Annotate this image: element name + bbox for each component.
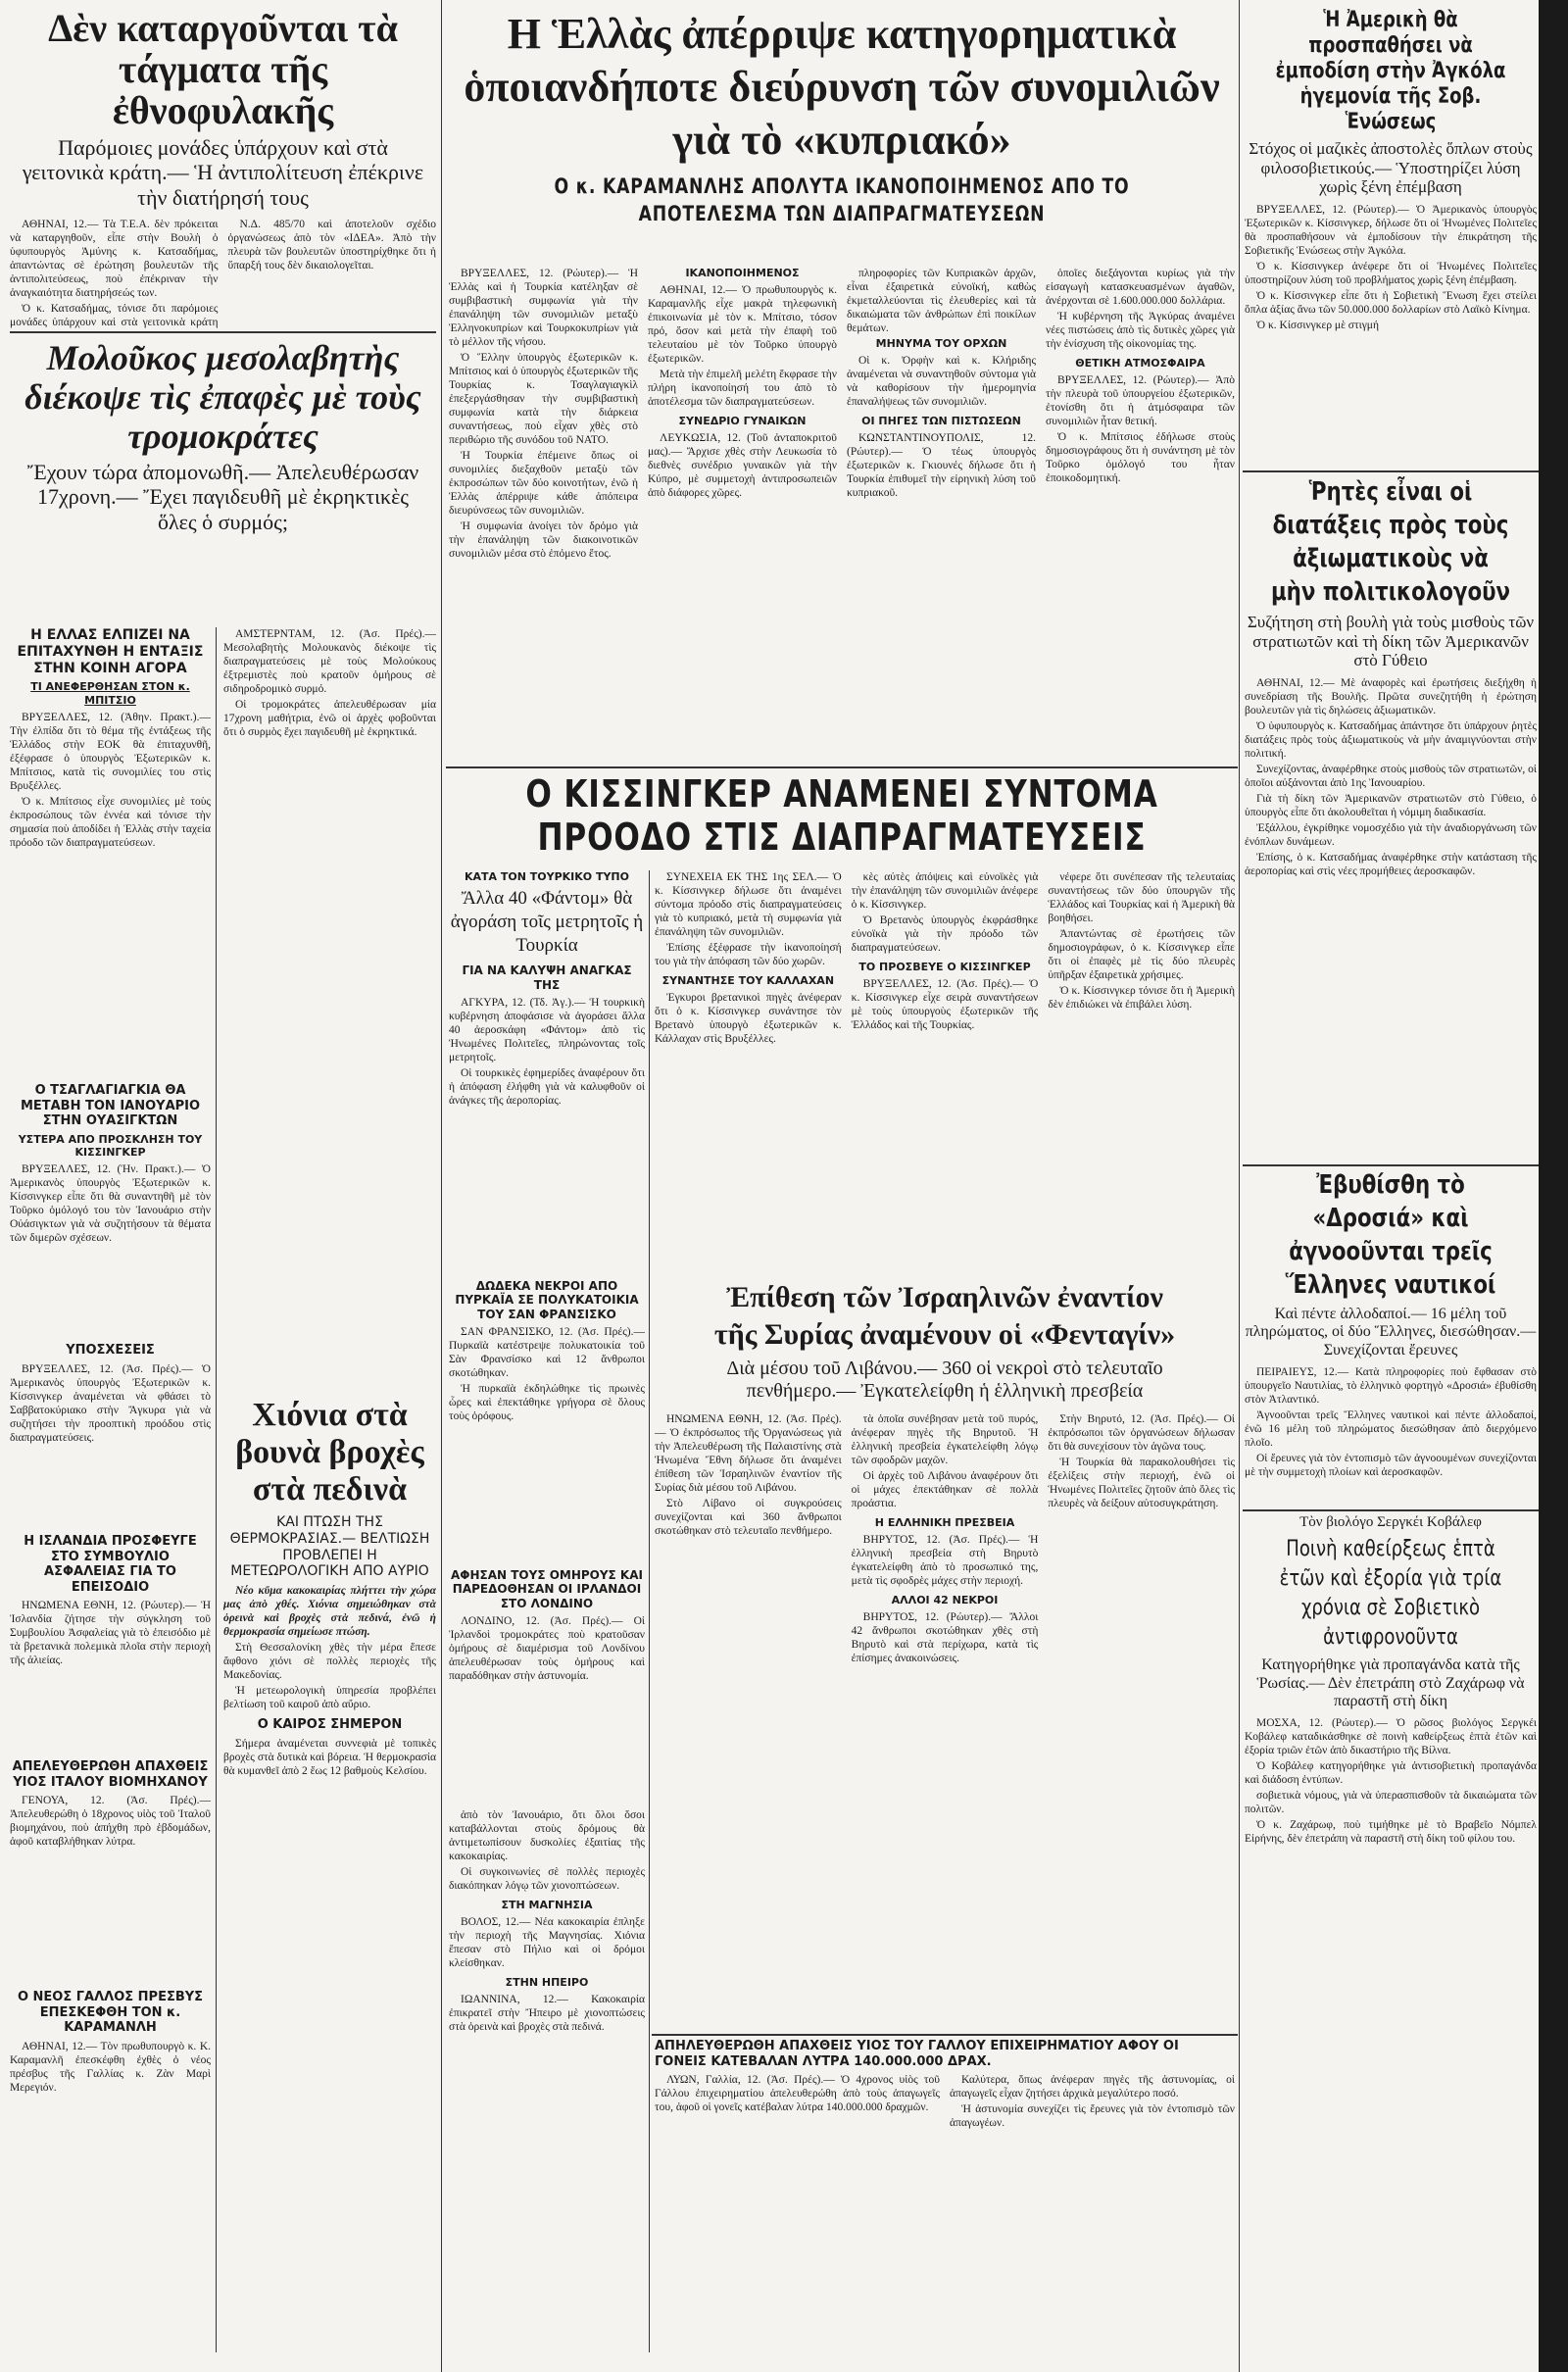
paragraph: Ἡ κυβέρνηση τῆς Ἀγκύρας ἀναμένει νέες πιστώσεις ἀπὸ τὶς δυτικὲς χῶρες γιὰ τὴν ἐνίσχυση τῆς οἰκονομίας της.: [1046, 311, 1235, 350]
paragraph: τὰ ὁποῖα συνέβησαν μετὰ τοῦ πυρός, ἀνέφεραν πηγὲς τῆς Βηρυτοῦ. Ἡ ἑλληνικὴ πρεσβεία ἐγκατελείφθη λόγῳ τῶν σφοδρῶν μαχῶν.: [851, 1413, 1039, 1466]
paragraph: Ὁ κ. Μπίτσιος εἶχε συνομιλίες μὲ τοὺς ἐκπροσώπους τῶν ἐννέα καὶ τόνισε τὴν σημασία ποὺ ἀποδίδει ἡ Ἑλλὰς στὴν ταχεία πρόοδο τῶν διαπραγματεύσεων.: [10, 795, 211, 849]
paragraph: Ὁ κ. Κίσσινγκερ μὲ στιγμή: [1256, 319, 1379, 331]
kicker: ΚΑΤΑ ΤΟΝ ΤΟΥΡΚΙΚΟ ΤΥΠΟ: [464, 870, 629, 883]
kissinger-body: [655, 870, 1235, 1274]
paragraph: Ὁ κ. Μπίτσιος ἐδήλωσε στοὺς δημοσιογράφους ὅτι ἡ συνάντηση μὲ τὸν Τοῦρκο ὁμόλογό του ἦταν ἐποικοδομητική.: [1046, 431, 1235, 485]
paragraph: Ὁ κ. Κίσσινγκερ τόνισε ὅτι ἡ Ἀμερικὴ δὲν ἐπιδιώκει νὰ ἐπιβάλει λύση.: [1048, 985, 1235, 1011]
paragraph: ΚΩΝΣΤΑΝΤΙΝΟΥΠΟΛΙΣ, 12. (Ρώυτερ).— Ὁ τέως ὑπουργὸς ἐξωτερικῶν κ. Γκιουνές δήλωσε ὅτι ἡ Τουρκία ἐπιθυμεῖ τὴν εἰρηνικὴ λύση τοῦ κυπριακοῦ.: [847, 432, 1036, 500]
amerikh-article: [1245, 8, 1537, 469]
xionia-continued: [449, 1808, 645, 2352]
paragraph: Ἡ Τουρκία ἐπέμεινε ὅπως οἱ συνομιλίες διεξαχθοῦν μεταξὺ τῶν ἐκπροσώπων τῶν δύο κοινοτήτων, ἐνῶ ἡ Ἑλλὰς ἀπέρριψε κάθε ἀπόπειρα διευρύνσεως τῶν συνομιλιῶν.: [449, 450, 638, 517]
paragraph: Ἡ ἀστυνομία συνεχίζει τὶς ἔρευνες γιὰ τὸν ἐντοπισμὸ τῶν ἀπαγωγέων.: [950, 2103, 1235, 2130]
column-divider: [216, 627, 217, 2352]
paragraph: ΓΕΝΟΥΑ, 12. (Ἀσ. Πρές).— Ἀπελευθερώθη ὁ 18χρονος υἱὸς τοῦ Ἰταλοῦ βιομηχάνου, ποὺ ἀπήχθη πρὸ ἑβδομάδων, ἀφοῦ καταβλήθηκαν λύτρα.: [10, 1795, 211, 1849]
paragraph: ΛΟΝΔΙΝΟ, 12. (Ἀσ. Πρές).— Οἱ Ἰρλανδοὶ τρομοκράτες ποὺ κρατοῦσαν ὁμήρους σὲ διαμέρισμα τοῦ Λονδίνου ἀπελευθέρωσαν τοὺς ὁμήρους καὶ παραδόθηκαν στὴν ἀστυνομία.: [449, 1615, 645, 1683]
dodeka-article: [449, 1279, 645, 1563]
headline: Ἐπίθεση τῶν Ἰσραηλινῶν ἐναντίον τῆς Συρίας ἀναμένουν οἱ «Φενταγίν»: [713, 1281, 1176, 1351]
paragraph: Ὁ κ. Κίσσινγκερ ἀνέφερε ὅτι οἱ Ἡνωμένες Πολιτεῖες ὑποστηρίζουν λύση τοῦ προβλήματος χωρὶς ξένη ἐπέμβαση.: [1245, 260, 1537, 286]
paragraph: ΒΡΥΞΕΛΛΕΣ, 12. (Ἀσ. Πρές).— Ὁ κ. Κίσσινγκερ εἶχε σειρὰ συναντήσεων μὲ τοὺς ὑπουργοὺς ἐξωτερικῶν τῆς Ἑλλάδος καὶ τῆς Τουρκίας.: [851, 978, 1039, 1032]
subheadline: Στόχος οἱ μαζικὲς ἀποστολὲς ὅπλων στοὺς φιλοσοβιετικούς.— Ὑποστηρίζει λύση χωρὶς ξένη ἐπέμβαση: [1249, 139, 1533, 197]
headline: Η ΙΣΛΑΝΔΙΑ ΠΡΟΣΦΕΥΓΕ ΣΤΟ ΣΥΜΒΟΥΛΙΟ ΑΣΦΑΛΕΙΑΣ ΓΙΑ ΤΟ ΕΠΕΙΣΟΔΙΟ: [24, 1534, 197, 1595]
kicker: ΟΙ ΠΗΓΕΣ ΤΩΝ ΠΙΣΤΩΣΕΩΝ: [861, 415, 1021, 428]
paragraph: Ὁ κ. Κατσαδήμας, τόνισε ὅτι παρόμοιες μονάδες ὑπάρχουν καὶ στὰ γειτονικὰ κράτη: [10, 302, 219, 328]
subheadline: Καὶ πέντε ἀλλοδαποί.— 16 μέλη τοῦ πληρώματος, οἱ δύο Ἕλληνες, διεσώθησαν.— Συνεχίζονται ἔρευνες: [1245, 1306, 1537, 1359]
paragraph: Οἱ ἀρχὲς τοῦ Λιβάνου ἀναφέρουν ὅτι οἱ μάχες ἐπεκτάθηκαν σὲ πολλὰ προάστια.: [851, 1470, 1039, 1509]
kicker: ΓΙΑ ΝΑ ΚΑΛΥΨΗ ΑΝΑΓΚΑΣ ΤΗΣ: [462, 964, 632, 992]
paragraph: Ἐξάλλου, ἐγκρίθηκε νομοσχέδιο γιὰ τὴν ἀναδιοργάνωση τῶν ἐνόπλων δυνάμεων.: [1245, 821, 1537, 848]
page-edge: [1539, 0, 1568, 2372]
tsagladiagkia-article: [10, 1083, 211, 1338]
kovalef-article: [1245, 1514, 1537, 2352]
paragraph: Καλύτερα, ὅπως ἀνέφεραν πηγὲς τῆς ἀστυνομίας, οἱ ἀπαγωγεῖς εἶχαν ζητήσει ἀρχικὰ μεγαλύτερο ποσό.: [950, 2074, 1235, 2100]
apagogeas-article: [655, 2039, 1235, 2352]
kicker: ΘΕΤΙΚΗ ΑΤΜΟΣΦΑΙΡΑ: [1075, 357, 1205, 370]
paragraph: ΒΡΥΞΕΛΛΕΣ, 12. (Ρώυτερ).— Ἡ Ἑλλὰς καὶ ἡ Τουρκία κατέληξαν σὲ συμβιβαστικὴ συμφωνία γιὰ τὴν ἐπανάληψη τῶν συνομιλιῶν μεταξὺ Ἑλληνοκυπρίων καὶ Τουρκοκυπρίων γιὰ τὸ μέλλον τῆς νήσου.: [449, 268, 638, 348]
paragraph: Στὴ Θεσσαλονίκη χθὲς τὴν μέρα ἔπεσε ἄφθονο χιόνι σὲ πολλὲς περιοχὲς τῆς Μακεδονίας.: [223, 1642, 436, 1682]
paragraph: νέφερε ὅτι συνέπεσαν τῆς τελευταίας συναντήσεως τῶν δύο ὑπουργῶν τῆς Ἑλλάδος καὶ Τουρκίας καὶ ἡ Ἀμερικὴ θὰ βοηθήσει.: [1048, 871, 1235, 924]
epithesi-article: [655, 1279, 1235, 2034]
column-divider: [1239, 0, 1240, 2372]
subheadline: ΚΑΙ ΠΤΩΣΗ ΤΗΣ ΘΕΡΜΟΚΡΑΣΙΑΣ.— ΒΕΛΤΙΩΣΗ ΠΡΟΒΛΕΠΕΙ Η ΜΕΤΕΩΡΟΛΟΓΙΚΗ ΑΠΟ ΑΥΡΙΟ: [229, 1514, 430, 1580]
headline: Ο ΚΙΣΣΙΝΓΚΕΡ ΑΝΑΜΕΝΕΙ ΣΥΝΤΟΜΑ ΠΡΟΟΔΟ ΣΤΙΣ ΔΙΑΠΡΑΓΜΑΤΕΥΣΕΙΣ: [525, 772, 1158, 859]
divider: [1243, 470, 1539, 472]
column-divider: [649, 870, 650, 2352]
paragraph: Στὸ Λίβανο οἱ συγκρούσεις συνεχίζονται καὶ 360 ἄνθρωποι σκοτώθηκαν στὸ τελευταῖο πενθήμερο.: [655, 1498, 842, 1537]
paragraph: ΗΝΩΜΕΝΑ ΕΘΝΗ, 12. (Ἀσ. Πρές).— Ὁ ἐκπρόσωπος τῆς Ὀργανώσεως γιὰ τὴν Ἀπελευθέρωση τῆς Παλαιστίνης στὰ Ἡνωμένα Ἔθνη δήλωσε ὅτι ἀναμένει ἐπίθεση τῶν Ἰσραηλινῶν ἐναντίον τῆς Συρίας διὰ μέσου τοῦ Λιβάνου.: [655, 1413, 842, 1494]
paragraph: ΒΡΥΞΕΛΛΕΣ, 12. (Ἡν. Πρακτ.).— Ὁ Ἀμερικανὸς ὑπουργὸς Ἐξωτερικῶν κ. Κίσσινγκερ εἶπε ὅτι θὰ συναντηθῆ μὲ τὸν Τοῦρκο ὁμόλογό του τὸν Ἰανουάριο στὴν Οὐάσιγκτων γιὰ νὰ συζητήσουν τὰ θέματα τῶν διμερῶν σχέσεων.: [10, 1163, 211, 1245]
headline: Ἡ Ἀμερικὴ θὰ προσπαθήσει νὰ ἐμποδίση στὴν Ἀγκόλα ἡγεμονία τῆς Σοβ. Ἑνώσεως: [1275, 8, 1506, 134]
paragraph: ΒΡΥΞΕΛΛΕΣ, 12. (Ρώυτερ).— Ὁ Ἀμερικανὸς ὑπουργὸς Ἐξωτερικῶν κ. Κίσσινγκερ, δήλωσε ὅτι οἱ Ἡνωμένες Πολιτεῖες θὰ προσπαθήσουν νὰ ἐμποδίσουν τὴν ἐπικράτηση τῆς Σοβιετικῆς Ἑνώσεως στὴν Ἀγκόλα.: [1245, 203, 1537, 257]
fantom-article: [449, 870, 645, 1274]
paragraph: ΒΗΡΥΤΟΣ, 12. (Ρώυτερ).— Ἄλλοι 42 ἄνθρωποι σκοτώθηκαν χθὲς στὴ Βηρυτὸ καὶ στὰ περίχωρα, κατὰ τὶς ἐπίσημες ἀνακοινώσεις.: [851, 1611, 1039, 1665]
headline: ΑΦΗΣΑΝ ΤΟΥΣ ΟΜΗΡΟΥΣ ΚΑΙ ΠΑΡΕΔΟΘΗΣΑΝ ΟΙ ΙΡΛΑΝΔΟΙ ΣΤΟ ΛΟΝΔΙΝΟ: [451, 1568, 643, 1610]
headline: Ο ΝΕΟΣ ΓΑΛΛΟΣ ΠΡΕΣΒΥΣ ΕΠΕΣΚΕΦΘΗ ΤΟΝ κ. ΚΑΡΑΜΑΝΛΗ: [17, 1990, 204, 2036]
paragraph: ἀπὸ τὸν Ἰανουάριο, ὅτι ὅλοι ὅσοι καταβάλλονται στοὺς δρόμους θὰ ἀντιμετωπίσουν δυσκολίες ἐξαιτίας τῆς κακοκαιρίας.: [449, 1809, 645, 1862]
paragraph: ὁποῖες διεξάγονται κυρίως γιὰ τὴν εἰσαγωγὴ κατασκευασμένων ἀγαθῶν, ἀνέρχονται σὲ 1.600.000.000 δολλάρια.: [1046, 268, 1235, 307]
paragraph: Ἐπίσης ἐξέφρασε τὴν ἱκανοποίησή του γιὰ τὴν ἀπόφαση τῶν δύο χωρῶν.: [655, 942, 842, 967]
paragraph: ΗΝΩΜΕΝΑ ΕΘΝΗ, 12. (Ρώυτερ).— Ἡ Ἰσλανδία ζήτησε τὴν σύγκληση τοῦ Συμβουλίου Ἀσφαλείας γιὰ τὸ ἐπεισόδιο μὲ τὰ βρετανικὰ πολεμικὰ πλοῖα στὴν περιοχὴ τῆς ἁλιείας.: [10, 1600, 211, 1667]
paragraph: πληροφορίες τῶν Κυπριακῶν ἀρχῶν, εἶναι ἐξαιρετικὰ εὐνοϊκή, καθὼς ἐκμεταλλεύονται τὶς ἐλευθερίες καὶ τὰ δικαιώματα τῶν ἀνθρώπων ἐπὶ ποικίλων θεμάτων.: [847, 268, 1036, 334]
paragraph: Ὁ Κοβάλεφ κατηγορήθηκε γιὰ ἀντισοβιετικὴ προπαγάνδα καὶ διάδοση ἐντύπων.: [1245, 1760, 1537, 1787]
paragraph: Οἱ κ. Ὀρφὴν καὶ κ. Κλήριδης ἀναμένεται νὰ συναντηθοῦν σύντομα γιὰ νὰ καθορίσουν τὴν ἡμερομηνία ἐπαναλήψεως τῶν συνομιλιῶν.: [847, 355, 1036, 409]
paragraph: Ἡ πυρκαϊὰ ἐκδηλώθηκε τὶς πρωινὲς ὧρες καὶ ἐπεκτάθηκε γρήγορα σὲ ὅλους τοὺς ὀρόφους.: [449, 1383, 645, 1423]
paragraph: ΑΘΗΝΑΙ, 12.— Τὸν πρωθυπουργὸ κ. Κ. Καραμανλῆ ἐπεσκέφθη ἐχθὲς ὁ νέος πρέσβυς τῆς Γαλλίας κ. Ζὰν Μαρὶ Μερεγιόν.: [10, 2040, 211, 2094]
subheadline: Ἔχουν τώρα ἀπομονωθῆ.— Ἀπελευθέρωσαν 17χρονη.— Ἔχει παγιδευθῆ μὲ ἐκρηκτικὲς ὅλες ὁ συρμός;: [26, 460, 419, 534]
paragraph: Ἡ μετεωρολογικὴ ὑπηρεσία προβλέπει βελτίωση τοῦ καιροῦ ἀπὸ αὔριο.: [223, 1685, 436, 1711]
drosia-article: [1245, 1168, 1537, 1507]
paragraph: Στὴν Βηρυτό, 12. (Ἀσ. Πρές).— Οἱ ἐκπρόσωποι τῶν ὀργανώσεων δήλωσαν ὅτι θὰ συνεχίσουν τὸν ἀγῶνα τους.: [1048, 1413, 1235, 1453]
column-divider: [441, 0, 442, 2372]
paragraph: Ἡ Τουρκία θὰ παρακολουθήσει τὶς ἐξελίξεις στὴν περιοχή, ἐνῶ οἱ Ἡνωμένες Πολιτεῖες ζητοῦν ἀπὸ ὅλες τὶς πλευρὲς νὰ δείξουν αὐτοσυγκράτηση.: [1048, 1457, 1235, 1509]
paragraph: ΛΥΩΝ, Γαλλία, 12. (Ἀσ. Πρές).— Ὁ 4χρονος υἱὸς τοῦ Γάλλου ἐπιχειρηματίου ἀπελευθερώθη ἀπὸ τοὺς ἀπαγωγεῖς του, ἀφοῦ οἱ γονεῖς κατέβαλαν λύτρα 140.000.000 δραχμῶν.: [655, 2074, 940, 2114]
paragraph: Οἱ τουρκικὲς ἐφημερίδες ἀναφέρουν ὅτι ἡ ἀπόφαση ἐλήφθη γιὰ νὰ καλυφθοῦν οἱ ἀνάγκες τῆς ἀεροπορίας.: [449, 1066, 645, 1107]
lead: Νέο κῦμα κακοκαιρίας πλήττει τὴν χώρα μας ἀπὸ χθές. Χιόνια σημειώθηκαν στὰ ὀρεινὰ καὶ βροχὲς στὰ πεδινά, ἐνῶ ἡ θερμοκρασία σημείωσε πτώση.: [223, 1585, 436, 1639]
kicker: ΑΛΛΟΙ 42 ΝΕΚΡΟΙ: [891, 1594, 999, 1607]
paragraph: Οἱ τρομοκράτες ἀπελευθέρωσαν μία 17χρονη μαθήτρια, ἐνῶ οἱ ἀρχὲς φοβοῦνται ὅτι ὁ συρμὸς ἔχει παγιδευθῆ μὲ ἐκρηκτικά.: [223, 699, 436, 738]
headline: Ἄλλα 40 «Φάντομ» θὰ ἀγοράση τοῖς μετρητοῖς ἡ Τουρκία: [450, 888, 644, 957]
paragraph: ΛΕΥΚΩΣΙΑ, 12. (Τοῦ ἀνταποκριτοῦ μας).— Ἄρχισε χθὲς στὴν Λευκωσία τὸ διεθνὲς συνέδριο γυναικῶν γιὰ τὴν Κύπρο, μὲ συμμετοχὴ ἀντιπροσωπειῶν ἀπὸ διάφορες χῶρες.: [648, 432, 837, 500]
headline: ΔΩΔΕΚΑ ΝΕΚΡΟΙ ΑΠΟ ΠΥΡΚΑΪΑ ΣΕ ΠΟΛΥΚΑΤΟΙΚΙΑ ΤΟΥ ΣΑΝ ΦΡΑΝΣΙΣΚΟ: [455, 1279, 639, 1321]
paragraph: ΣΑΝ ΦΡΑΝΣΙΣΚΟ, 12. (Ἀσ. Πρές).— Πυρκαϊὰ κατέστρεψε πολυκατοικία τοῦ Σὰν Φρανσίσκο καὶ 12 ἄνθρωποι σκοτώθηκαν.: [449, 1326, 645, 1380]
islandia-article: [10, 1534, 211, 1754]
headline: Δὲν καταργοῦνται τὰ τάγματα τῆς ἐθνοφυλακῆς: [48, 8, 398, 132]
main-article-head: [449, 8, 1235, 265]
kicker: ΣΤΗ ΜΑΓΝΗΣΙΑ: [501, 1899, 593, 1911]
paragraph: κὲς αὐτὲς ἀπόψεις καὶ εὐνοϊκὲς γιὰ τὴν ἐπανάληψη τῶν συνομιλιῶν ἀνέφερε ὁ κ. Κίσσινγκερ.: [851, 871, 1039, 911]
paragraph: ΙΩΑΝΝΙΝΑ, 12.— Κακοκαιρία ἐπικρατεῖ στὴν Ἤπειρο μὲ χιονοπτώσεις στὰ ὀρεινὰ καὶ βροχὲς στὰ πεδινά.: [449, 1994, 645, 2034]
headline: ΑΠΕΛΕΥΘΕΡΩΘΗ ΑΠΑΧΘΕΙΣ ΥΙΟΣ ΙΤΑΛΟΥ ΒΙΟΜΗΧΑΝΟΥ: [12, 1759, 209, 1790]
paragraph: ΣΥΝΕΧΕΙΑ ΕΚ ΤΗΣ 1ης ΣΕΛ.— Ὁ κ. Κίσσινγκερ δήλωσε ὅτι ἀναμένει σύντομα πρόοδο στὶς διαπραγματεύσεις γιὰ τὸ κυπριακό, μετὰ τὴ συμφωνία γιὰ ἐπανάληψη τῶν συνομιλιῶν.: [655, 871, 842, 938]
divider: [1243, 1509, 1539, 1511]
kicker: Η ΕΛΛΗΝΙΚΗ ΠΡΕΣΒΕΙΑ: [874, 1516, 1015, 1529]
kicker: Ο ΚΑΙΡΟΣ ΣΗΜΕΡΟΝ: [257, 1717, 403, 1733]
paragraph: ΒΡΥΞΕΛΛΕΣ, 12. (Ἀθην. Πρακτ.).— Τὴν ἐλπίδα ὅτι τὸ θέμα τῆς ἐντάξεως τῆς Ἑλλάδος στὴν ΕΟΚ θὰ ἐπιταχυνθῆ, ἐξέφρασε ὁ ὑπουργὸς Ἐξωτερικῶν κ. Μπίτσιος, κατὰ τὶς συνομιλίες του στὶς Βρυξέλλες.: [10, 711, 211, 792]
paragraph: Οἱ συγκοινωνίες σὲ πολλὲς περιοχὲς διακόπηκαν λόγῳ τῶν χιονοπτώσεων.: [449, 1866, 645, 1892]
subheadline: Κατηγορήθηκε γιὰ προπαγάνδα κατὰ τῆς Ῥωσίας.— Δὲν ἐπετράπη στὸ Ζαχάρωφ νὰ παραστῆ στὴ δίκη: [1256, 1656, 1525, 1710]
kicker: ΥΣΤΕΡΑ ΑΠΟ ΠΡΟΣΚΛΗΣΗ ΤΟΥ ΚΙΣΣΙΝΓΚΕΡ: [18, 1132, 203, 1159]
subheadline: Συζήτηση στὴ βουλὴ γιὰ τοὺς μισθοὺς τῶν στρατιωτῶν καὶ τὴ δίκη τῶν Ἀμερικανῶν στὸ Γύθειο: [1247, 613, 1535, 670]
headline: Η ΕΛΛΑΣ ΕΛΠΙΖΕΙ ΝΑ ΕΠΙΤΑΧΥΝΘΗ Η ΕΝΤΑΞΙΣ ΣΤΗΝ ΚΟΙΝΗ ΑΓΟΡΑ: [17, 627, 204, 676]
molukos-body: [223, 627, 436, 1078]
vioimixanos-article: [10, 1759, 211, 1985]
paragraph: Ἐπίσης, ὁ κ. Κατσαδήμας ἀναφέρθηκε στὴν κατάσταση τῆς ἀεροπορίας καὶ στὶς νέες προμήθειες ἀεροσκαφῶν.: [1245, 851, 1537, 877]
divider: [10, 331, 436, 333]
headline: Χιόνια στὰ βουνὰ βροχὲς στὰ πεδινὰ: [235, 1397, 424, 1507]
paragraph: σοβιετικὰ νόμους, γιὰ νὰ ὑπερασπισθοῦν τὰ δικαιώματα τῶν πολιτῶν.: [1245, 1790, 1537, 1816]
kicker: ΤΙ ΑΝΕΦΕΡΘΗΣΑΝ ΣΤΟΝ κ. ΜΠΙΤΣΙΟ: [30, 680, 190, 707]
paragraph: Ἐγκυροι βρετανικοὶ πηγὲς ἀνέφεραν ὅτι ὁ κ. Κίσσινγκερ συνάντησε τὸν Βρετανὸ ὑπουργὸ ἐξωτερικῶν κ. Κάλλαχαν στὶς Βρυξέλλες.: [655, 992, 842, 1046]
paragraph: Σήμερα ἀναμένεται συννεφιὰ μὲ τοπικὲς βροχὲς στὰ δυτικὰ καὶ βόρεια. Ἡ θερμοκρασία θὰ κυμανθεῖ ἀπὸ 2 ἕως 12 βαθμοὺς Κελσίου.: [223, 1737, 436, 1777]
paragraph: Ἀπαντώντας σὲ ἐρωτήσεις τῶν δημοσιογράφων, ὁ κ. Κίσσινγκερ εἶπε ὅτι οἱ ἐπαφὲς μὲ τὶς δύο πλευρὲς ὑπῆρξαν ἐξαιρετικὰ χρήσιμες.: [1048, 928, 1235, 981]
paragraph: Ὁ ὑφυπουργὸς κ. Κατσαδήμας ἀπάντησε ὅτι ὑπάρχουν ῥητὲς διατάξεις πρὸς τοὺς ἀξιωματικοὺς νὰ μὴν ἀναμιγνύονται στὴν πολιτική.: [1245, 719, 1537, 760]
divider: [652, 2034, 1238, 2036]
divider: [1243, 1164, 1539, 1166]
paragraph: Ἀγνοοῦνται τρεῖς Ἕλληνες ναυτικοὶ καὶ πέντε ἀλλοδαποί, ἐνῶ 16 μέλη τοῦ πληρώματος διεσώθησαν ἀπὸ διερχόμενο πλοῖο.: [1245, 1409, 1537, 1450]
paragraph: ΒΟΛΟΣ, 12.— Νέα κακοκαιρία ἐπληξε τὴν περιοχὴ τῆς Μαγνησίας. Χιόνια ἔπεσαν στὸ Πήλιο καὶ οἱ δρόμοι κλείσθηκαν.: [449, 1916, 645, 1970]
paragraph: ΜΟΣΧΑ, 12. (Ρώυτερ).— Ὁ ρῶσος βιολόγος Σεργκέι Κοβάλεφ καταδικάσθηκε σὲ ποινὴ καθείρξεως ἑπτὰ ἐτῶν καὶ ἐξορία τριῶν ἐτῶν ἀπὸ δικαστήριο τῆς Βίλνα.: [1245, 1717, 1537, 1757]
agora-article: [10, 627, 211, 1078]
paragraph: Ἡ συμφωνία ἀνοίγει τὸν δρόμο γιὰ τὴν ἐπανάληψη τῶν διακοινοτικῶν συνομιλιῶν μέσα στὸ ἐπόμενο ἔτος.: [449, 520, 638, 560]
paragraph: Ν.Δ. 485/70 καὶ ἀποτελοῦν σχέδιο ὀργανώσεως ἀπὸ τὸν «ΙΔΕΑ». Ἀπὸ τὴν πλευρὰ τῶν βουλευτῶν ὑποστηρίχθηκε ὅτι ἡ ὕπαρξή τους δὲν δικαιολογεῖται.: [227, 218, 436, 272]
subheadline: Ο κ. ΚΑΡΑΜΑΝΛΗΣ ΑΠΟΛΥΤΑ ΙΚΑΝΟΠΟΙΗΜΕΝΟΣ ΑΠΟ ΤΟ ΑΠΟΤΕΛΕΣΜΑ ΤΩΝ ΔΙΑΠΡΑΓΜΑΤΕΥΣΕΩΝ: [554, 174, 1130, 225]
yposxeseis-article: [10, 1343, 211, 1529]
paragraph: ΒΡΥΞΕΛΛΕΣ, 12. (Ρώυτερ).— Ἀπὸ τὴν πλευρὰ τοῦ ὑπουργείου ἐξωτερικῶν, ἐτονίσθη ὅτι ἡ ἀτμόσφαιρα τῶν συνομιλιῶν ἦταν θετική.: [1046, 374, 1235, 428]
tagmata-article: [10, 8, 436, 331]
paragraph: Ὁ κ. Ζαχάρωφ, ποὺ τιμήθηκε μὲ τὸ Βραβεῖο Νόμπελ Εἰρήνης, δὲν ἐπετράπη νὰ παραστῆ στὴ δίκη τοῦ φίλου του.: [1245, 1819, 1537, 1846]
headline: Ῥητὲς εἶναι οἱ διατάξεις πρὸς τοὺς ἀξιωματικοὺς νὰ μὴν πολιτικολογοῦν: [1270, 477, 1511, 607]
kicker: Τὸν βιολόγο Σεργκέι Κοβάλεφ: [1299, 1514, 1482, 1530]
kicker: ΣΥΝΑΝΤΗΣΕ ΤΟΥ ΚΑΛΛΑΧΑΝ: [662, 974, 835, 987]
main-article-body: [449, 267, 1235, 765]
diatakseis-article: [1245, 475, 1537, 1161]
omiroi-article: [449, 1568, 645, 1804]
paragraph: ΒΗΡΥΤΟΣ, 12. (Ἀσ. Πρές).— Ἡ ἑλληνικὴ πρεσβεία στὴ Βηρυτὸ ἐγκατελείφθη ἀπὸ τὸ προσωπικό της, μετὰ τὶς σφοδρὲς μάχες στὴν περιοχή.: [851, 1534, 1039, 1588]
paragraph: ΒΡΥΞΕΛΛΕΣ, 12. (Ἀσ. Πρές).— Ὁ Ἀμερικανὸς ὑπουργὸς Ἐξωτερικῶν κ. Κίσσινγκερ ἀναμένεται νὰ φθάσει τὸ Σαββατοκύριακο στὴν Ἄγκυρα γιὰ νὰ συζητήσει τὴν προοπτικὴ προόδου στὶς διαπραγματεύσεις.: [10, 1362, 211, 1444]
divider: [446, 766, 1238, 768]
subheadline: Παρόμοιες μονάδες ὑπάρχουν καὶ στὰ γειτονικὰ κράτη.— Ἡ ἀντιπολίτευση ἐπέκρινε τὴν διατήρησή τους: [22, 135, 424, 210]
paragraph: Οἱ ἔρευνες γιὰ τὸν ἐντοπισμὸ τῶν ἀγνοουμένων συνεχίζονται μὲ τὴν συμμετοχὴ πλοίων καὶ ἀεροσκαφῶν.: [1245, 1453, 1537, 1479]
kicker: ΥΠΟΣΧΕΣΕΙΣ: [66, 1343, 155, 1358]
headline: ΑΠΗΛΕΥΘΕΡΩΘΗ ΑΠΑΧΘΕΙΣ ΥΙΟΣ ΤΟΥ ΓΑΛΛΟΥ ΕΠΙΧΕΙΡΗΜΑΤΙΟΥ ΑΦΟΥ ΟΙ ΓΟΝΕΙΣ ΚΑΤΕΒΑΛΑΝ ΛΥΤΡΑ 140.000.000 ΔΡΑΧ.: [655, 2039, 1179, 2069]
headline: Μολοῦκος μεσολαβητὴς διέκοψε τὶς ἐπαφὲς μὲ τοὺς τρομοκράτες: [24, 338, 421, 456]
paragraph: Συνεχίζοντας, ἀναφέρθηκε στοὺς μισθοὺς τῶν στρατιωτῶν, οἱ ὁποῖοι αὐξάνονται ἀπὸ 1ης Ἰανουαρίου.: [1245, 763, 1537, 789]
kicker: ΣΥΝΕΔΡΙΟ ΓΥΝΑΙΚΩΝ: [678, 415, 807, 428]
headline: Η Ἑλλὰς ἀπέρριψε κατηγορηματικὰ ὁποιανδήποτε διεύρυνση τῶν συνομιλιῶν γιὰ τὸ «κυπριακό»: [464, 10, 1220, 164]
headline: Ποινὴ καθείρξεως ἑπτὰ ἐτῶν καὶ ἐξορία γιὰ τρία χρόνια σὲ Σοβιετικὸ ἀντιφρονοῦντα: [1279, 1537, 1502, 1651]
paragraph: Μετὰ τὴν ἐπιμελῆ μελέτη ἔκφρασε τὴν πλήρη ἱκανοποίησή του ἀπὸ τὸ ἀποτέλεσμα τῶν διαπραγματεύσεων.: [648, 369, 837, 409]
paragraph: Γιὰ τὴ δίκη τῶν Ἀμερικανῶν στρατιωτῶν στὸ Γύθειο, ὁ ὑπουργὸς εἶπε ὅτι ἀκολουθεῖται ἡ νόμιμη διαδικασία.: [1245, 792, 1537, 818]
subheadline: Διὰ μέσου τοῦ Λιβάνου.— 360 οἱ νεκροὶ στὸ τελευταῖο πενθήμερο.— Ἐγκατελείφθη ἡ ἑλληνικὴ πρεσβεία: [726, 1358, 1163, 1402]
headline: Ο ΤΣΑΓΛΑΓΙΑΓΚΙΑ ΘΑ ΜΕΤΑΒΗ ΤΟΝ ΙΑΝΟΥΑΡΙΟ ΣΤΗΝ ΟΥΑΣΙΓΚΤΩΝ: [20, 1083, 201, 1129]
paragraph: Ὁ Ἕλλην ὑπουργὸς ἐξωτερικῶν κ. Μπίτσιος καὶ ὁ ὑπουργὸς ἐξωτερικῶν τῆς Τουρκίας κ. Τσαγλαγιαγκὶλ ἐπεξεργάσθησαν τὴν συμβιβαστικὴ συμφωνία κατὰ τὴν διάρκεια συναντήσεως, ποὺ εἶχαν χθὲς στὸ περιθώριο τῆς συνόδου τοῦ ΝΑΤΟ.: [449, 352, 638, 446]
kicker: ΜΗΝΥΜΑ ΤΟΥ ΟΡΧΩΝ: [875, 337, 1007, 350]
paragraph: ΑΘΗΝΑΙ, 12.— Μὲ ἀναφορὲς καὶ ἐρωτήσεις διεξήχθη ἡ συνεδρίαση τῆς Βουλῆς. Πρῶτα συνεζητήθη ἡ ἐρώτηση βουλευτῶν γιὰ τὶς δηλώσεις ἀξιωματικῶν.: [1245, 676, 1537, 717]
kissinger-headline: [449, 772, 1235, 865]
presvis-article: [10, 1990, 211, 2352]
kicker: ΤΟ ΠΡΟΣΒΕΥΕ Ο ΚΙΣΣΙΝΓΚΕΡ: [858, 961, 1031, 973]
paragraph: ΑΘΗΝΑΙ, 12.— Τὰ Τ.Ε.Α. δὲν πρόκειται νὰ καταργηθοῦν, εἶπε στὴν Βουλὴ ὁ ὑφυπουργὸς Ἀμύνης κ. Κατσαδήμας, ἀπαντώντας σὲ ἐρώτηση βουλευτῶν τῆς ἀντιπολιτεύσεως, ποὺ ἐπέκριναν τὴν ἀναγκαιότητα διατηρήσεώς των.: [10, 218, 219, 299]
kicker: ΙΚΑΝΟΠΟΙΗΜΕΝΟΣ: [685, 267, 800, 279]
paragraph: Ὁ κ. Κίσσινγκερ εἶπε ὅτι ἡ Σοβιετικὴ Ἕνωση ἔχει στείλει ὅπλα ἀξίας ἄνω τῶν 50.000.000 δολλαρίων στὸ Λαϊκὸ Κίνημα.: [1245, 289, 1537, 316]
kicker: ΣΤΗΝ ΗΠΕΙΡΟ: [505, 1976, 589, 1990]
paragraph: ΑΘΗΝΑΙ, 12.— Ὁ πρωθυπουργὸς κ. Καραμανλῆς εἶχε μακρὰ τηλεφωνικὴ ἐπικοινωνία μὲ τὸν κ. Μπίτσιο, τόσον πρό, ὅσον καὶ μετὰ τὴν ἐπαφὴ τοῦ τελευταίου μὲ τὸν Τοῦρκο ὑπουργὸ ἐξωτερικῶν.: [648, 284, 837, 366]
paragraph: ΑΓΚΥΡΑ, 12. (Τδ. Ἀγ.).— Ἡ τουρκικὴ κυβέρνηση ἀποφάσισε νὰ ἀγοράσει ἄλλα 40 ἀεροσκάφη «Φάντομ» ἀπὸ τὶς Ἡνωμένες Πολιτεῖες, πληρώνοντας τοῖς μετρητοῖς.: [449, 996, 645, 1063]
xionia-article: [223, 1397, 436, 2352]
paragraph: ΑΜΣΤΕΡΝΤΑΜ, 12. (Ἀσ. Πρές).— Μεσολαβητὴς Μολουκανὸς διέκοψε τὶς διαπραγματεύσεις μὲ τοὺς Μολούκους ἐξτρεμιστὲς ποὺ κρατοῦν ὁμήρους σὲ σιδηροδρομικὸ συρμό.: [223, 628, 436, 695]
headline: Ἐβυθίσθη τὸ «Δροσιά» καὶ ἀγνοοῦνται τρεῖς Ἕλληνες ναυτικοί: [1285, 1170, 1496, 1300]
paragraph: ΠΕΙΡΑΙΕΥΣ, 12.— Κατὰ πληροφορίες ποὺ ἔφθασαν στὸ ὑπουργεῖο Ναυτιλίας, τὸ ἑλληνικὸ φορτηγὸ «Δροσιά» ἐβυθίσθη στὸν Ἀτλαντικό.: [1245, 1366, 1537, 1407]
molukos-article: [10, 338, 436, 622]
paragraph: Ὁ Βρετανὸς ὑπουργὸς ἐκφράσθηκε εὐνοϊκὰ γιὰ τὴν πρόοδο τῶν διαπραγματεύσεων.: [851, 914, 1039, 954]
